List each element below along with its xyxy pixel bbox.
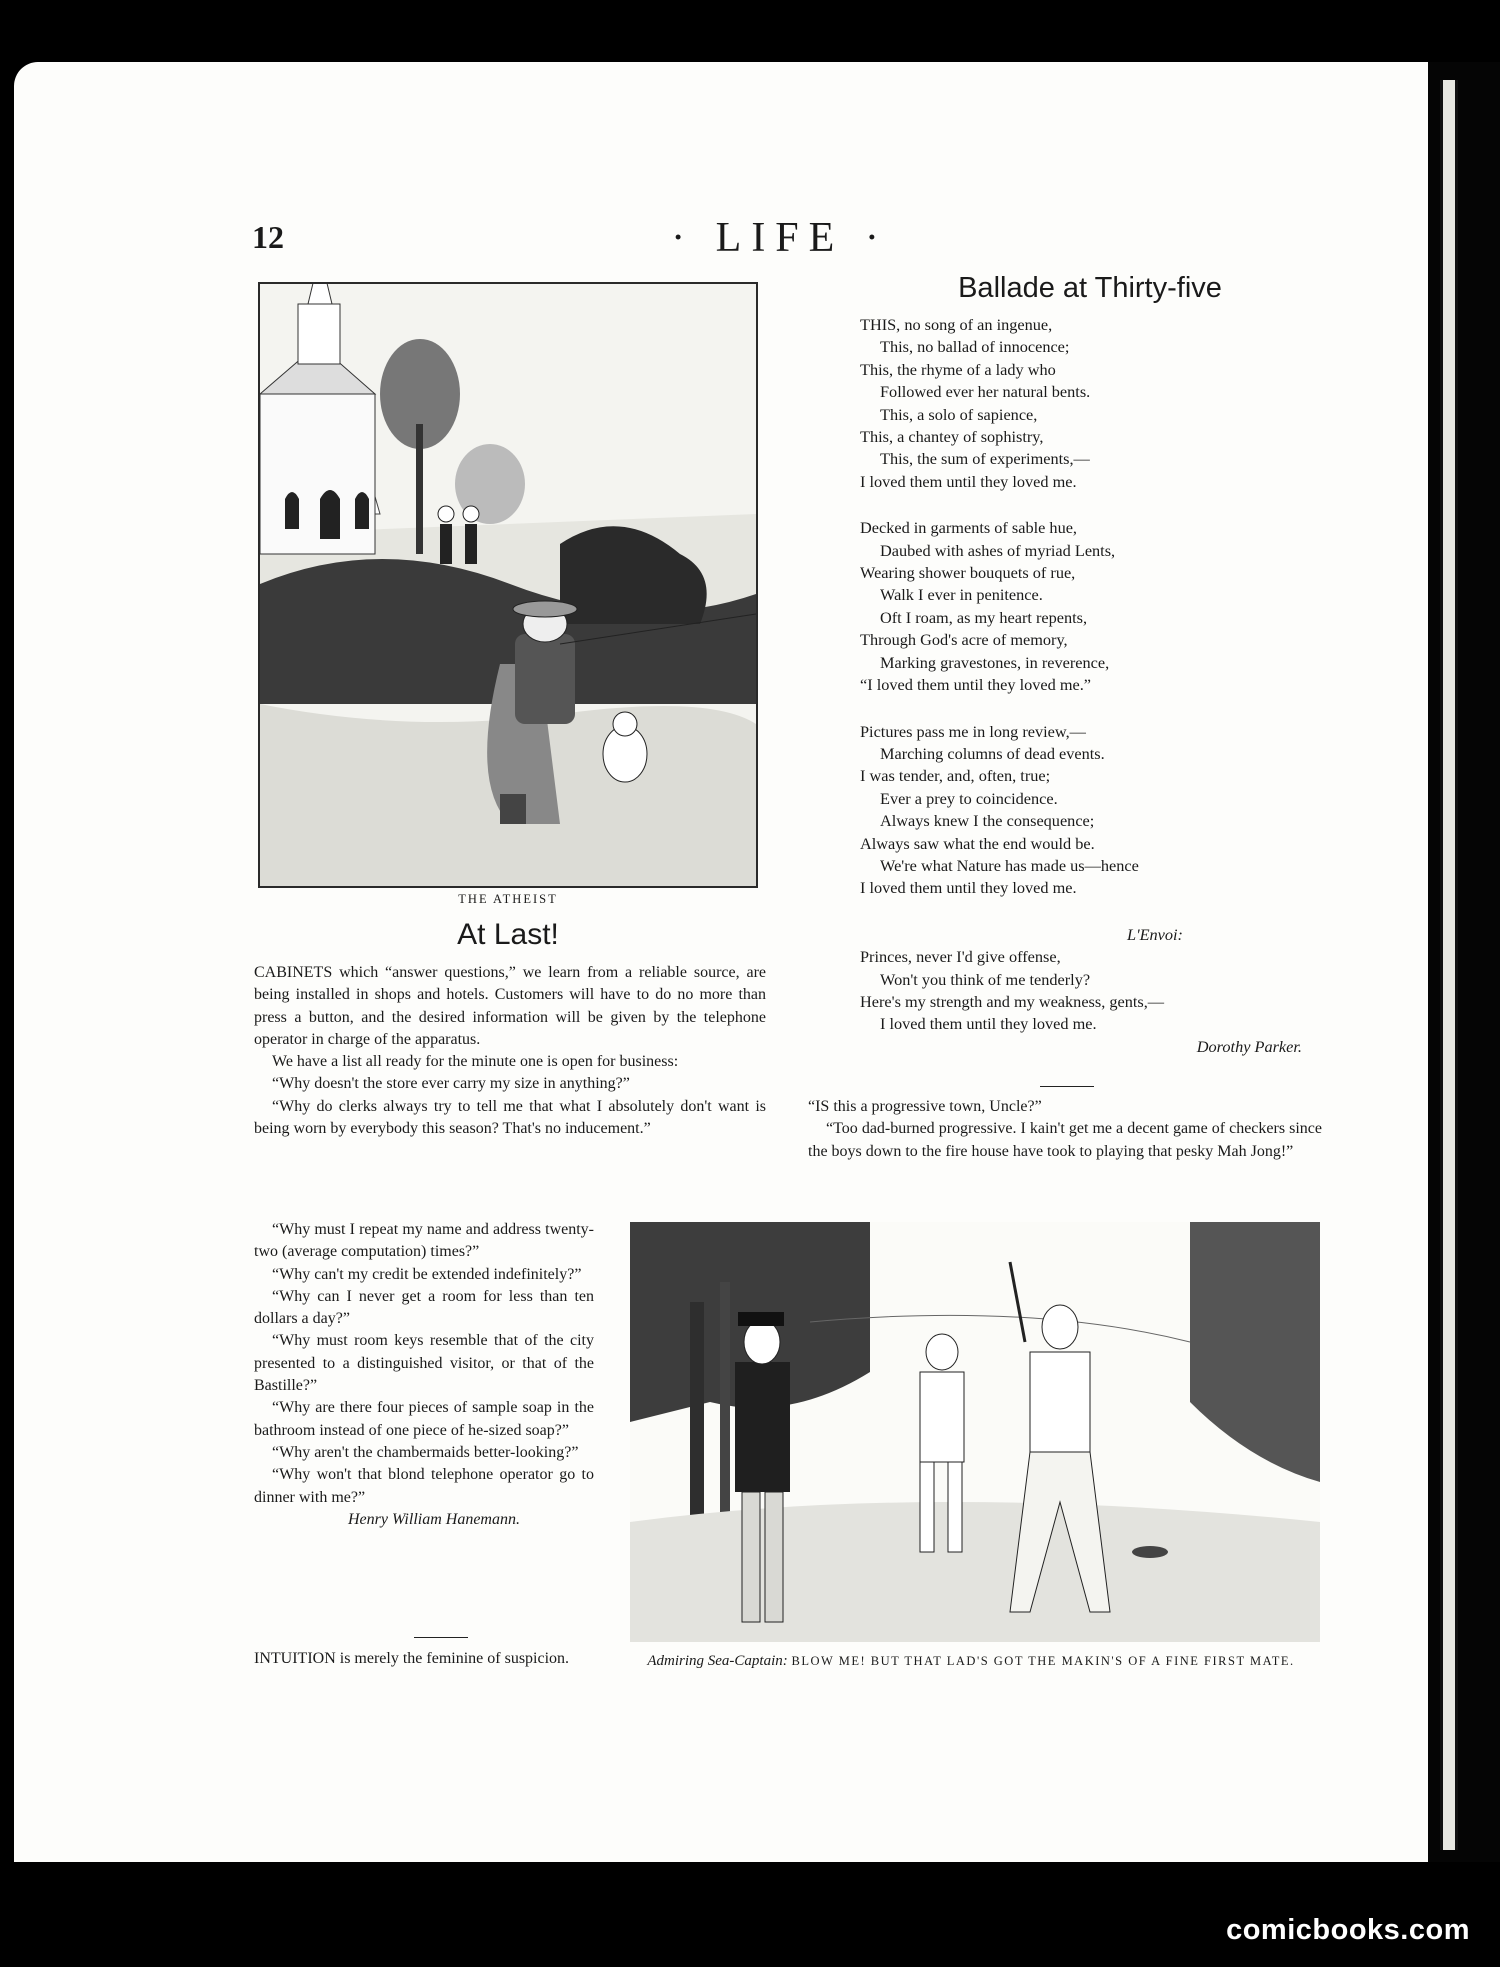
poem-line: We're what Nature has made us—hence	[880, 855, 1139, 875]
question-2: “Why do clerks always try to tell me that what I absolutely don't want is being worn by everybody this season? That's no inducement.”	[254, 1097, 766, 1138]
poem-line: Daubed with ashes of myriad Lents,	[880, 540, 1116, 560]
atheist-caption: THE ATHEIST	[458, 892, 558, 906]
poem-line: Oft I roam, as my heart repents,	[880, 607, 1088, 627]
article-body-narrow	[254, 1219, 594, 1531]
golf-caption	[618, 1650, 1324, 1672]
poem-line: Won't you think of me tenderly?	[880, 969, 1091, 989]
poem-line: This, a chantey of sophistry,	[860, 427, 1044, 447]
poem-line: Pictures pass me in long review,—	[860, 721, 1086, 741]
question-9: “Why won't that blond telephone operator go to dinner with me?”	[254, 1466, 594, 1506]
poem-title: Ballade at Thirty-five	[958, 272, 1222, 304]
question-6: “Why must room keys resemble that of the city presented to a distinguished visitor, or that of the Bastille?”	[254, 1332, 594, 1395]
poem-line: This, a solo of sapience,	[880, 404, 1038, 424]
poem-line: Princes, never I'd give offense,	[860, 947, 1061, 967]
watermark: comicbooks.com	[1226, 1914, 1470, 1946]
poem-author: Dorothy Parker.	[1196, 1036, 1302, 1056]
atheist-illustration	[258, 282, 758, 888]
article-title: At Last!	[457, 918, 559, 951]
book-gutter	[1428, 62, 1500, 1862]
intuition-text: INTUITION is merely the feminine of suspicion.	[254, 1650, 570, 1667]
article-body-wide	[254, 962, 766, 1140]
poem-line: This, the sum of experiments,—	[880, 449, 1090, 469]
poem-line: I loved them until they loved me.	[880, 1014, 1097, 1034]
poem-body	[860, 314, 1320, 1058]
poem-line: I loved them until they loved me.	[860, 878, 1077, 898]
divider-rule	[414, 1637, 468, 1638]
poem-line: Marching columns of dead events.	[880, 743, 1105, 763]
envoi-title: L'Envoi:	[1127, 924, 1183, 944]
page-number: 12	[252, 219, 284, 255]
poem-line: Walk I ever in penitence.	[880, 585, 1043, 605]
poem-line: Always saw what the end would be.	[860, 833, 1095, 853]
poem-line: I loved them until they loved me.	[860, 471, 1077, 491]
progressive-joke	[808, 1096, 1322, 1163]
question-4: “Why can't my credit be extended indefinitely?”	[272, 1265, 582, 1283]
poem-line: Always knew I the consequence;	[880, 811, 1095, 831]
golf-cartoon	[630, 1222, 1320, 1642]
question-8: “Why aren't the chambermaids better-looking?”	[272, 1443, 579, 1461]
poem-line: “I loved them until they loved me.”	[860, 675, 1092, 695]
question-3: “Why must I repeat my name and address twenty-two (average computation) times?”	[254, 1221, 594, 1261]
article-para2: We have a list all ready for the minute one is open for business:	[272, 1053, 679, 1071]
intuition-paragraph	[254, 1648, 594, 1670]
poem-line: Here's my strength and my weakness, gents,—	[860, 991, 1165, 1011]
golf-caption-text: BLOW ME! BUT THAT LAD'S GOT THE MAKIN'S OF A FINE FIRST MATE.	[791, 1654, 1295, 1668]
poem-line: Followed ever her natural bents.	[880, 382, 1091, 402]
progressive-line2: “Too dad-burned progressive. I kain't get me a decent game of checkers since the boys down to the fire house have took to playing that pesky Mah Jong!”	[808, 1120, 1322, 1160]
poem-line: Marking gravestones, in reverence,	[880, 652, 1110, 672]
poem-line: I was tender, and, often, true;	[860, 766, 1051, 786]
book-binding	[1440, 80, 1458, 1850]
progressive-line1: “IS this a progressive town, Uncle?”	[808, 1098, 1042, 1115]
divider-rule	[1040, 1086, 1094, 1087]
poem-line: Through God's acre of memory,	[860, 630, 1068, 650]
poem-line: Wearing shower bouquets of rue,	[860, 563, 1076, 583]
article-lead: CABINETS which “answer questions,” we learn from a reliable source, are being installed in shops and hotels. Customers will have to do no more than press a button, and the desired information will be given by the telephone operator in charge of the apparatus.	[254, 964, 766, 1048]
poem-line: This, the rhyme of a lady who	[860, 359, 1056, 379]
golf-caption-speaker: Admiring Sea-Captain:	[647, 1653, 788, 1669]
question-7: “Why are there four pieces of sample soap in the bathroom instead of one piece of he-sized soap?”	[254, 1399, 594, 1439]
poem-line: Ever a prey to coincidence.	[880, 788, 1058, 808]
masthead: · LIFE ·	[671, 215, 889, 261]
poem-line: THIS, no song of an ingenue,	[860, 315, 1053, 334]
question-1: “Why doesn't the store ever carry my size in anything?”	[272, 1075, 630, 1093]
question-5: “Why can I never get a room for less than ten dollars a day?”	[254, 1287, 594, 1328]
poem-line: Decked in garments of sable hue,	[860, 518, 1078, 538]
poem-line: This, no ballad of innocence;	[880, 337, 1070, 357]
article-author: Henry William Hanemann.	[348, 1510, 520, 1528]
